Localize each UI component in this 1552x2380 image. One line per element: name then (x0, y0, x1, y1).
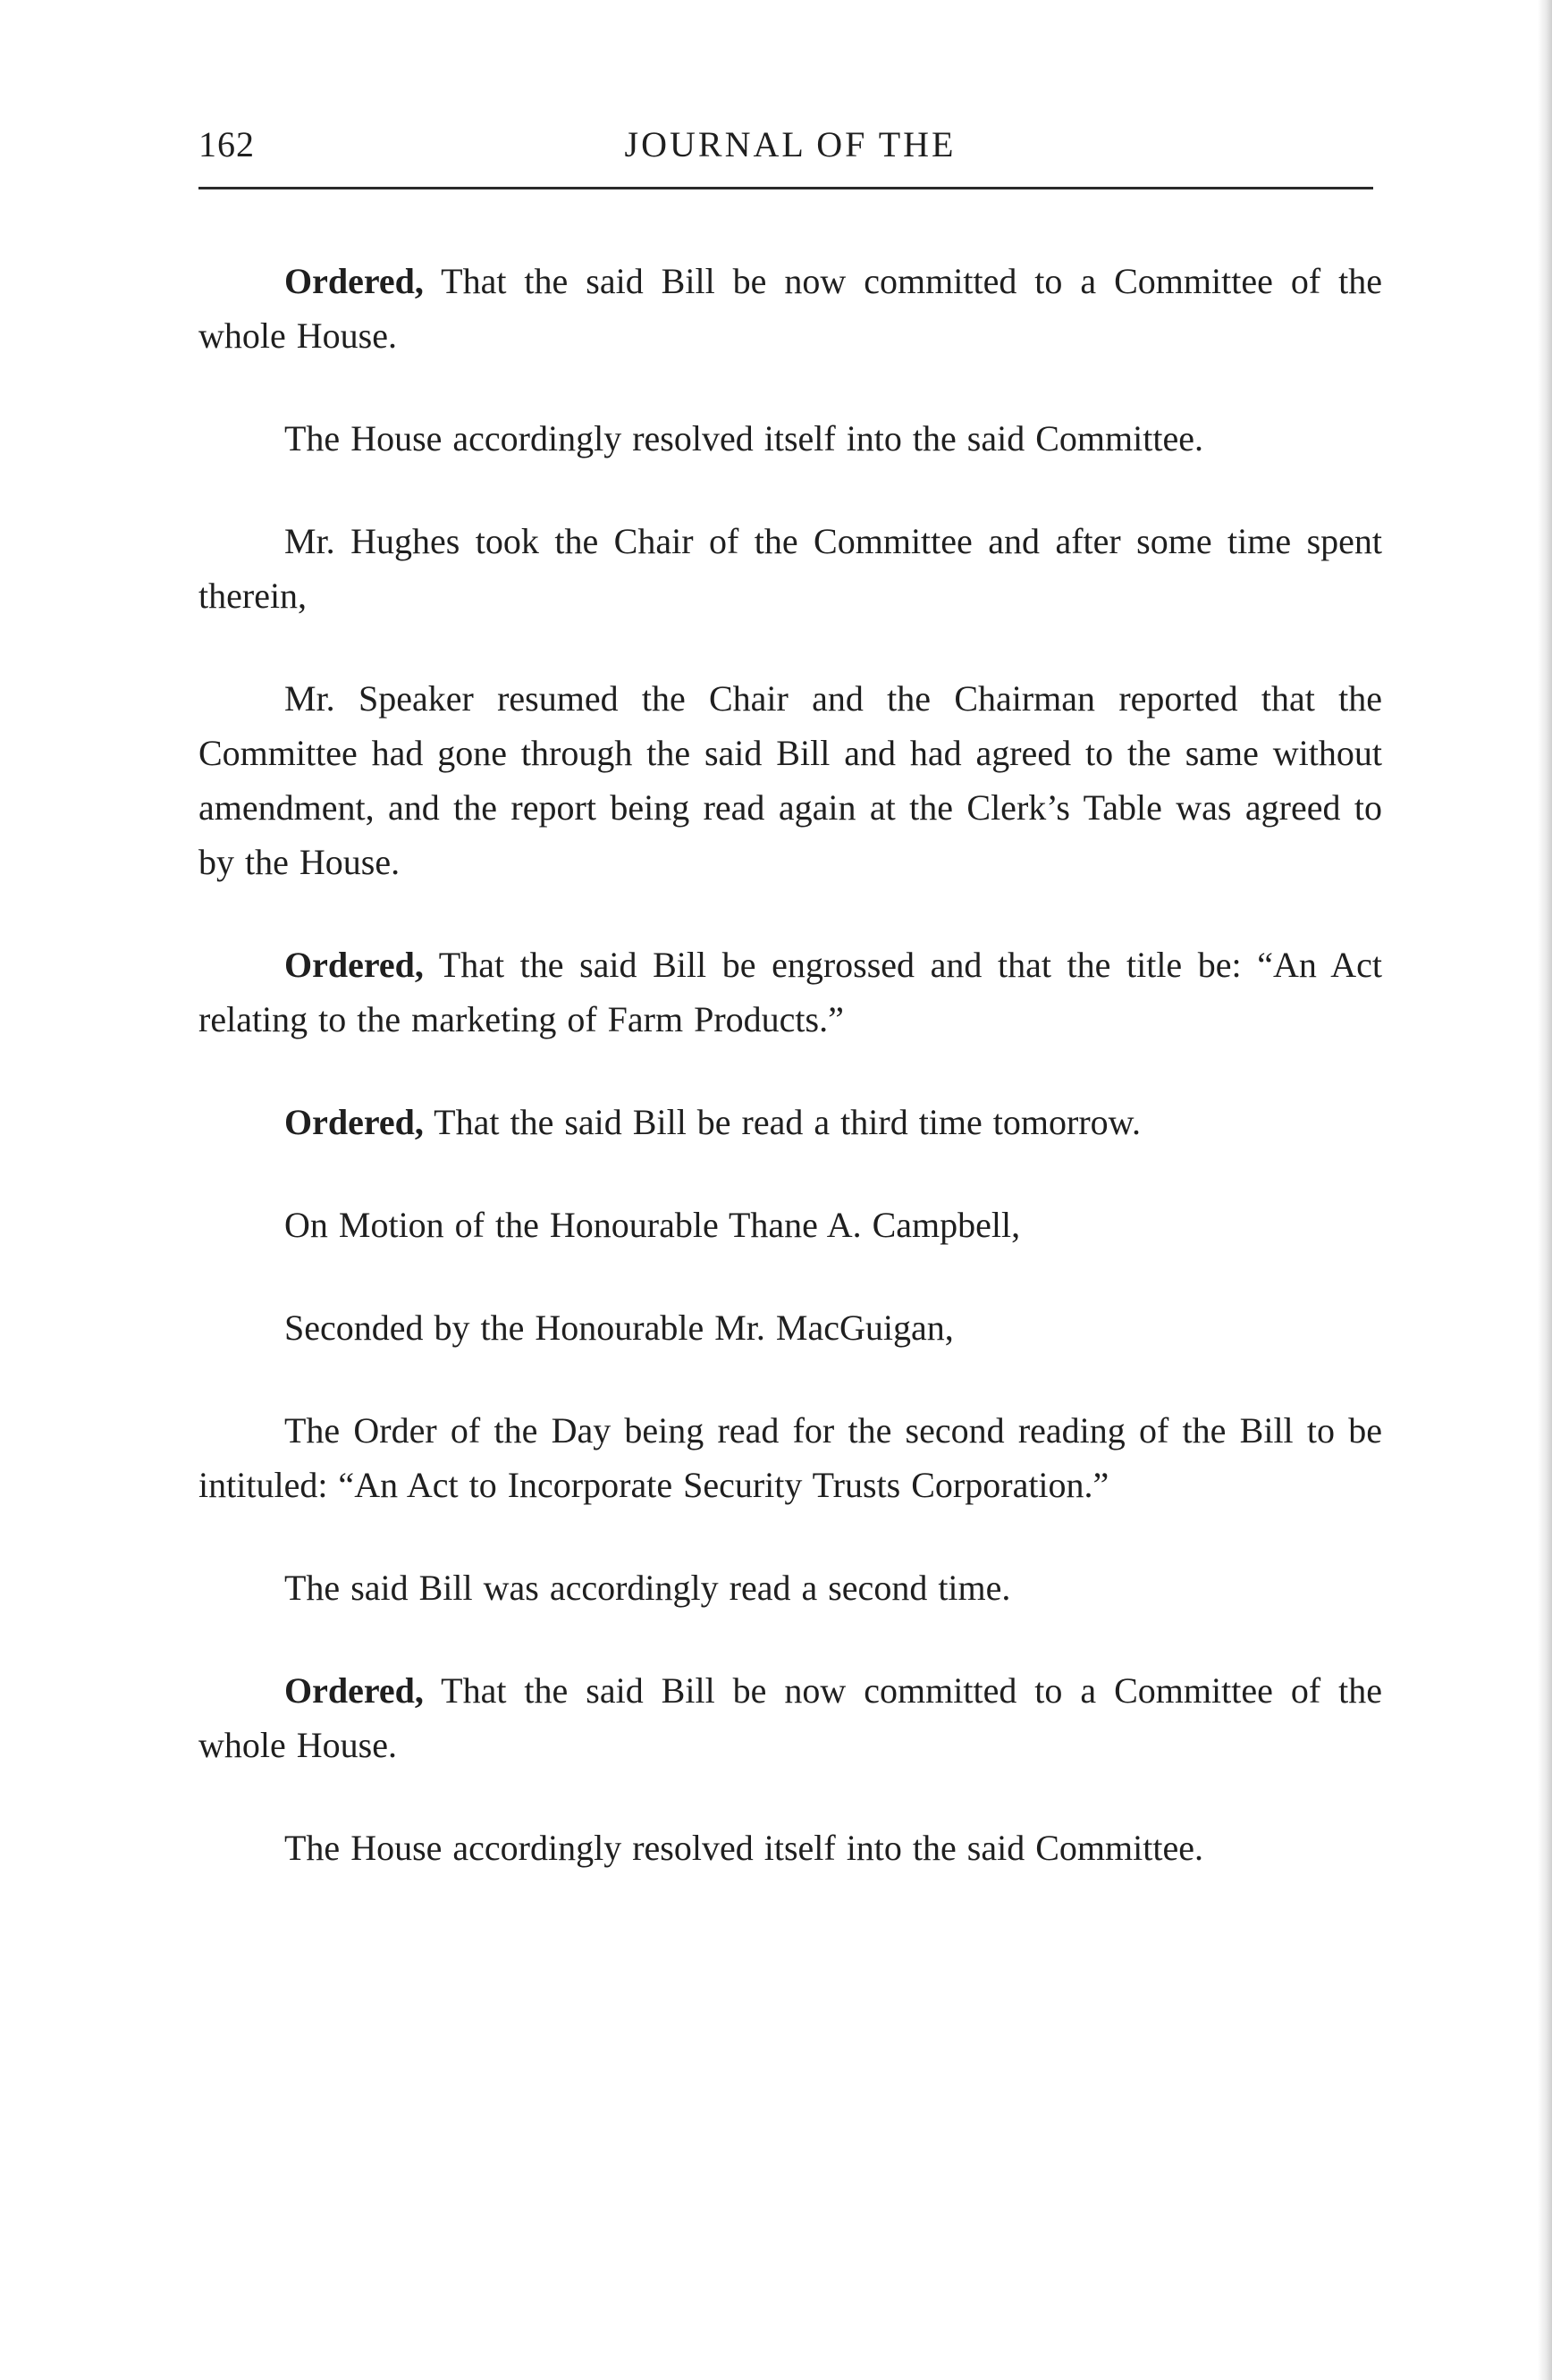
paragraph-lead: Ordered, (284, 261, 424, 301)
page-header (198, 118, 1382, 172)
paragraph (198, 514, 1382, 623)
page-number: 162 (198, 124, 255, 164)
paragraph (198, 1198, 1382, 1252)
paragraph-text: On Motion of the Honourable Thane A. Campbell, (284, 1205, 1021, 1245)
running-head: JOURNAL OF THE (624, 124, 957, 164)
paragraph-text: The House accordingly resolved itself into the said Committee. (284, 1828, 1203, 1868)
paragraph-lead: Ordered, (284, 1670, 424, 1711)
scan-edge (1538, 0, 1552, 2380)
paragraph-text: That the said Bill be now committed to a Committee of the whole House. (198, 1670, 1382, 1765)
paragraph (198, 938, 1382, 1047)
paragraph-text: The said Bill was accordingly read a second time. (284, 1568, 1011, 1608)
paragraph-text: Mr. Speaker resumed the Chair and the Chairman reported that the Committee had gone through the said Bill and had agreed to the same without amendment, and the report being read again at the Clerk’s Table was agreed to by the House. (198, 678, 1382, 882)
paragraph (198, 254, 1382, 363)
paragraph (198, 1560, 1382, 1615)
paragraph (198, 671, 1382, 889)
paragraph-text: That the said Bill be read a third time tomorrow. (423, 1102, 1141, 1142)
paragraph (198, 1821, 1382, 1875)
paragraph (198, 1095, 1382, 1149)
paragraph (198, 1403, 1382, 1512)
header-rule (198, 187, 1373, 189)
paragraph (198, 411, 1382, 466)
paragraph (198, 1300, 1382, 1355)
paragraph-lead: Ordered, (284, 1102, 424, 1142)
body-text (198, 254, 1382, 1923)
paragraph-text: The Order of the Day being read for the second reading of the Bill to be intituled: “An Act to Incorporate Security Trusts Corporation.” (198, 1410, 1382, 1505)
paragraph-text: That the said Bill be engrossed and that the title be: “An Act relating to the marketing of Farm Products.” (198, 945, 1382, 1039)
paragraph-text: Seconded by the Honourable Mr. MacGuigan, (284, 1308, 954, 1348)
paragraph-lead: Ordered, (284, 945, 424, 985)
paragraph-text: Mr. Hughes took the Chair of the Committee and after some time spent therein, (198, 521, 1382, 616)
paragraph-text: The House accordingly resolved itself into the said Committee. (284, 418, 1203, 458)
paragraph-text: That the said Bill be now committed to a Committee of the whole House. (198, 261, 1382, 356)
paragraph (198, 1663, 1382, 1772)
